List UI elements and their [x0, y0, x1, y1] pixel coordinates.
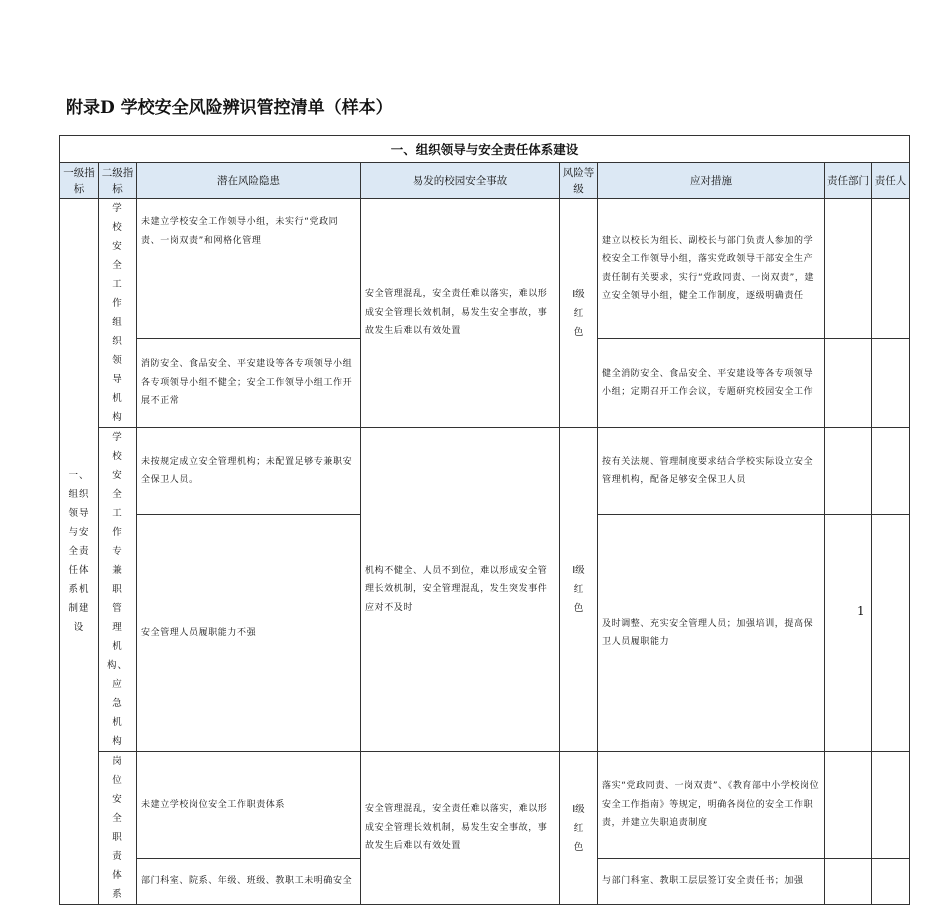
level1-cell [60, 199, 99, 905]
person-cell [872, 428, 910, 515]
measure-cell: 落实“党政同责、一岗双责”、《教育部中小学校岗位安全工作指南》等规定，明确各岗位的安全工作职责，并建立失职追责制度 [598, 752, 825, 859]
risk-level-badge [560, 752, 598, 905]
table-row [60, 199, 910, 339]
measure-cell: 及时调整、充实安全管理人员；加强培训，提高保卫人员履职能力 [598, 515, 825, 752]
level2-cell [99, 428, 137, 752]
header-level1: 一级指标 [60, 163, 99, 199]
level2-label: 岗位安全职责体系 [112, 756, 123, 900]
section-title: 一、组织领导与安全责任体系建设 [60, 136, 910, 163]
table-row [60, 752, 910, 859]
hazard-cell: 消防安全、食品安全、平安建设等各专项领导小组各专项领导小组不健全；安全工作领导小组工作开展不正常 [137, 339, 361, 428]
hazard-cell: 未建立学校安全工作领导小组，未实行“党政同责、一岗双责”和网格化管理 [137, 199, 361, 339]
risk-level-badge [560, 199, 598, 428]
dept-cell [825, 428, 872, 515]
dept-cell [825, 515, 872, 752]
hazard-cell: 部门科室、院系、年级、班级、教职工未明确安全 [137, 859, 361, 905]
person-cell [872, 199, 910, 339]
level2-label: 学校安全工作组织领导机构 [112, 203, 123, 423]
level1-label: 一、组织领导与安全责任体系机制建设 [68, 470, 90, 633]
measure-cell: 健全消防安全、食品安全、平安建设等各专项领导小组；定期召开工作会议，专题研究校园安全工作 [598, 339, 825, 428]
header-hazard: 潜在风险隐患 [137, 163, 361, 199]
hazard-cell: 未按规定成立安全管理机构；未配置足够专兼职安全保卫人员。 [137, 428, 361, 515]
header-person: 责任人 [872, 163, 910, 199]
level2-cell [99, 199, 137, 428]
risk-control-table [59, 135, 910, 905]
measure-cell: 与部门科室、教职工层层签订安全责任书；加强 [598, 859, 825, 905]
dept-cell [825, 199, 872, 339]
hazard-cell: 安全管理人员履职能力不强 [137, 515, 361, 752]
risk-level-badge [560, 428, 598, 752]
accident-cell: 安全管理混乱，安全责任难以落实，难以形成安全管理长效机制，易发生安全事故，事故发生后难以有效处置 [361, 199, 560, 428]
risk-level-text: Ⅰ级红色 [572, 803, 585, 853]
header-dept: 责任部门 [825, 163, 872, 199]
table-row [60, 428, 910, 515]
dept-cell [825, 859, 872, 905]
risk-level-text: Ⅰ级红色 [572, 288, 585, 338]
accident-cell: 安全管理混乱，安全责任难以落实，难以形成安全管理长效机制，易发生安全事故，事故发生后难以有效处置 [361, 752, 560, 905]
header-accident: 易发的校园安全事故 [361, 163, 560, 199]
dept-cell [825, 339, 872, 428]
person-cell [872, 339, 910, 428]
document-title: 附录D 学校安全风险辨识管控清单（样本） [66, 98, 393, 118]
hazard-cell: 未建立学校岗位安全工作职责体系 [137, 752, 361, 859]
header-measures: 应对措施 [598, 163, 825, 199]
level2-label: 学校安全工作专兼职管理机构、应急机构 [107, 432, 129, 747]
measure-cell: 建立以校长为组长、副校长与部门负责人参加的学校安全工作领导小组，落实党政领导干部安全生产责任制有关要求，实行“党政同责、一岗双责”，建立安全领导小组，健全工作制度，逐级明确责任 [598, 199, 825, 339]
person-cell [872, 859, 910, 905]
dept-cell [825, 752, 872, 859]
measure-cell: 按有关法规、管理制度要求结合学校实际设立安全管理机构，配备足够安全保卫人员 [598, 428, 825, 515]
person-cell [872, 752, 910, 859]
accident-cell: 机构不健全、人员不到位，难以形成安全管理长效机制，安全管理混乱，发生突发事件应对不及时 [361, 428, 560, 752]
header-risk-level: 风险等级 [560, 163, 598, 199]
level2-cell [99, 752, 137, 905]
person-cell [872, 515, 910, 752]
risk-level-text: Ⅰ级红色 [572, 565, 585, 614]
header-level2: 二级指标 [99, 163, 137, 199]
page-number: 1 [857, 604, 865, 618]
